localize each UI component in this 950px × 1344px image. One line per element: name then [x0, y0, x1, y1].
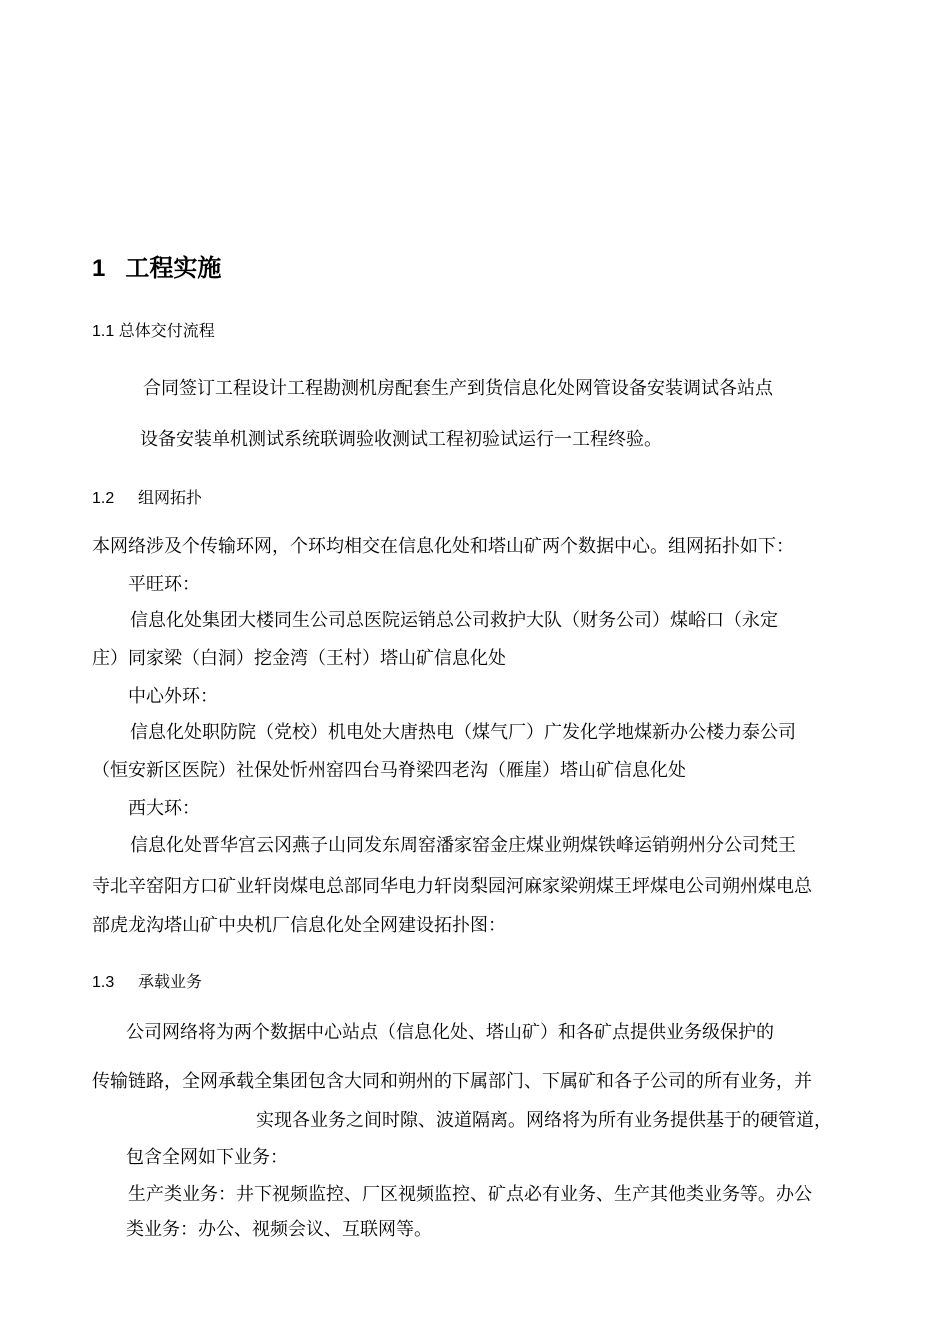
section-heading [92, 248, 221, 283]
subsection-1-1-heading: 1.1 总体交付流程 [92, 323, 215, 340]
paragraph-line: 庄）同家梁（白洞）挖金湾（王村）塔山矿信息化处 [92, 648, 506, 669]
paragraph-line: 信息化处晋华宫云冈燕子山同发东周窑潘家窑金庄煤业朔煤铁峰运销朔州分公司梵王 [130, 835, 796, 856]
paragraph-line: 包含全网如下业务： [126, 1147, 288, 1168]
subsection-title: 承载业务 [138, 974, 203, 991]
paragraph-line: （恒安新区医院）社保处忻州窑四台马脊梁四老沟（雁崖）塔山矿信息化处 [92, 760, 686, 781]
paragraph-line: 类业务：办公、视频会议、互联网等。 [126, 1219, 432, 1240]
paragraph-line: 实现各业务之间时隙、波道隔离。网络将为所有业务提供基于的硬管道， [256, 1110, 832, 1131]
paragraph-line: 传输链路，全网承载全集团包含大同和朔州的下属部门、下属矿和各子公司的所有业务，并 [92, 1071, 812, 1092]
subsection-number: 1.2 [92, 490, 115, 507]
section-title: 工程实施 [125, 255, 222, 282]
paragraph-line: 生产类业务：井下视频监控、厂区视频监控、矿点必有业务、生产其他类业务等。办公 [128, 1184, 812, 1205]
ring-label: 平旺环： [128, 574, 200, 595]
subsection-number: 1.3 [92, 974, 115, 991]
subsection-title: 组网拓扑 [138, 490, 203, 507]
paragraph-line: 寺北辛窑阳方口矿业轩岗煤电总部同华电力轩岗梨园河麻家梁朔煤王坪煤电公司朔州煤电总 [92, 876, 812, 897]
subsection-1-2-heading [92, 485, 202, 508]
paragraph-line: 信息化处集团大楼同生公司总医院运销总公司救护大队（财务公司）煤峪口（永定 [130, 610, 778, 631]
paragraph-line: 部虎龙沟塔山矿中央机厂信息化处全网建设拓扑图： [92, 915, 506, 936]
ring-label: 西大环： [128, 798, 200, 819]
ring-label: 中心外环： [128, 686, 218, 707]
paragraph-line: 公司网络将为两个数据中心站点（信息化处、塔山矿）和各矿点提供业务级保护的 [126, 1022, 774, 1043]
paragraph-line: 设备安装单机测试系统联调验收测试工程初验试运行一工程终验。 [140, 429, 662, 450]
subsection-1-3-heading [92, 969, 202, 992]
section-number: 1 [92, 255, 106, 282]
paragraph-line: 本网络涉及个传输环网，个环均相交在信息化处和塔山矿两个数据中心。组网拓扑如下： [92, 536, 794, 557]
paragraph-line: 合同签订工程设计工程勘测机房配套生产到货信息化处网管设备安装调试各站点 [143, 378, 773, 399]
paragraph-line: 信息化处职防院（党校）机电处大唐热电（煤气厂）广发化学地煤新办公楼力泰公司 [130, 722, 796, 743]
